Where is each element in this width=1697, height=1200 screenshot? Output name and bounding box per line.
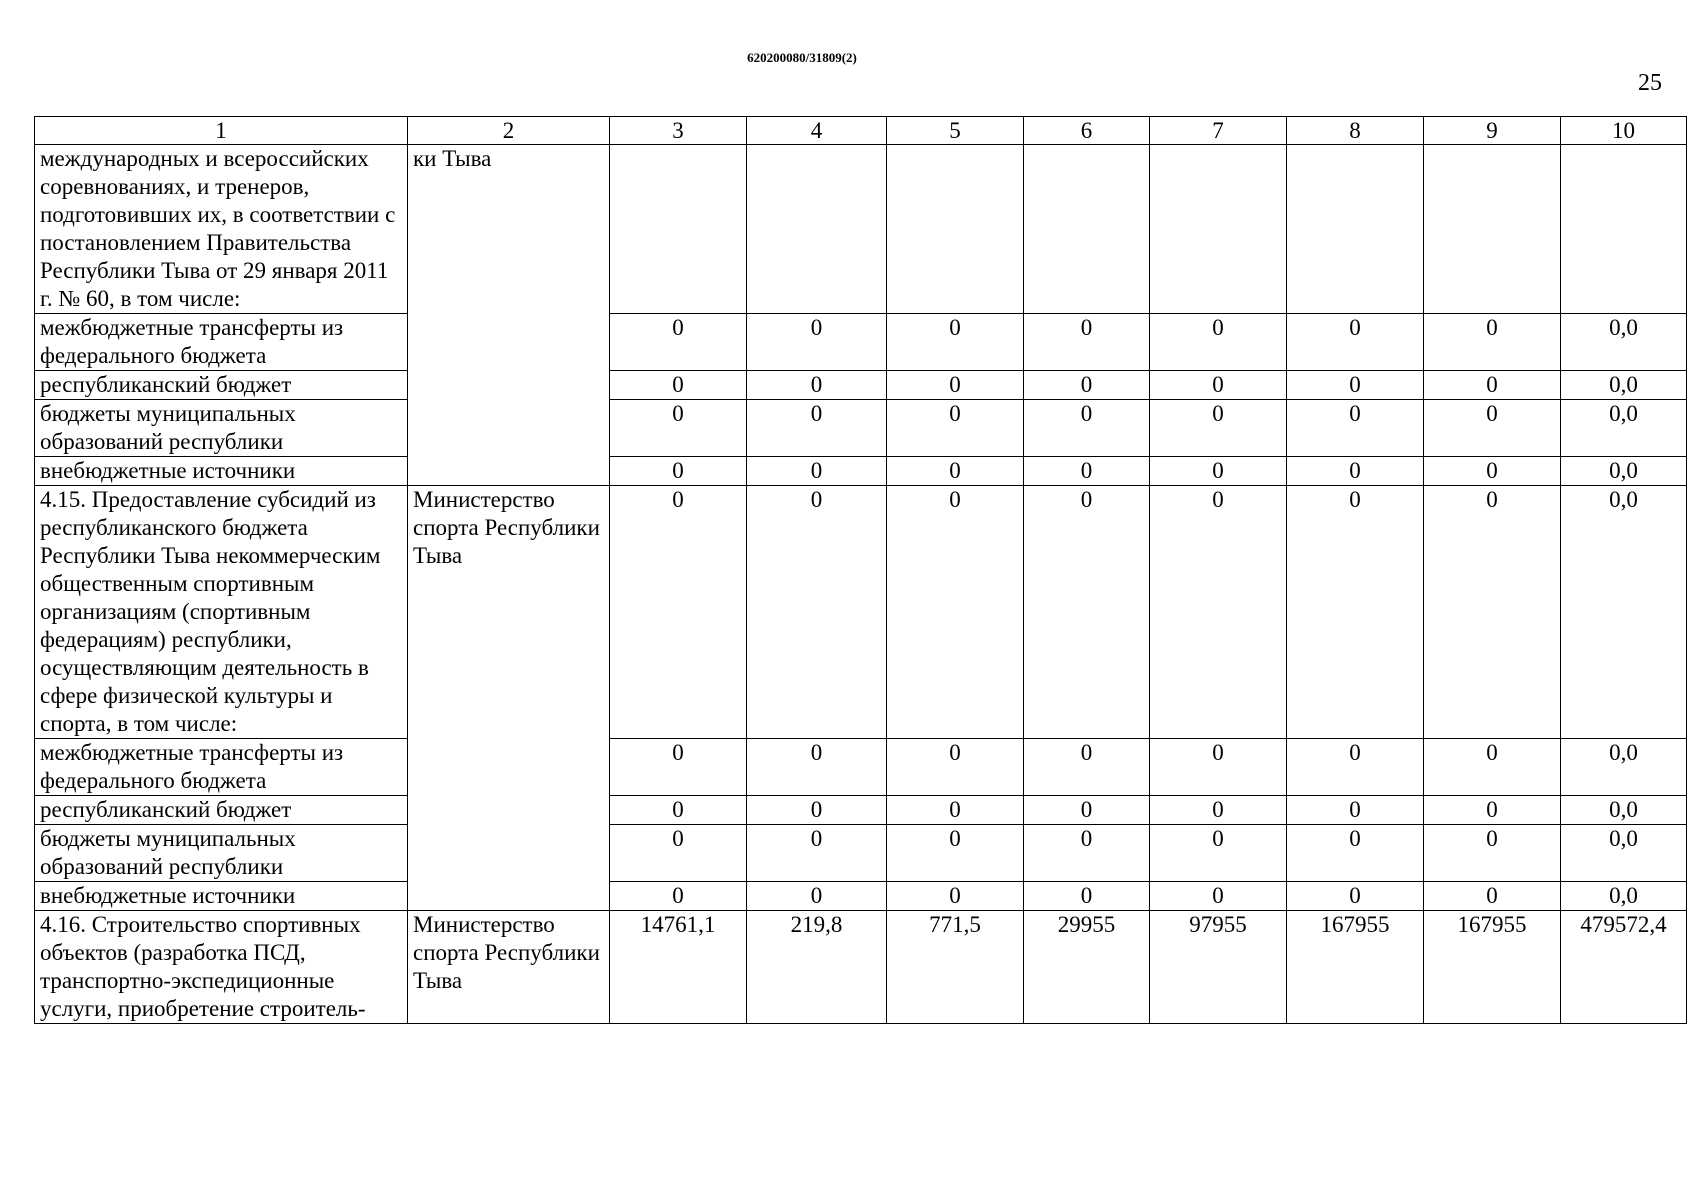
value-cell	[1561, 145, 1687, 314]
column-header: 6	[1024, 117, 1150, 145]
column-header: 9	[1424, 117, 1561, 145]
value-cell: 0	[1424, 371, 1561, 400]
value-cell: 0,0	[1561, 400, 1687, 457]
table-row	[35, 400, 1687, 457]
value-cell: 0	[747, 371, 887, 400]
row-description: международных и всероссийских соревнованиях, и тренеров, подготовивших их, в соответствии с постановлением Правительства Республики Тыва от 29 января 2011 г. № 60, в том числе:	[35, 145, 408, 314]
value-cell	[1424, 145, 1561, 314]
table-row	[35, 486, 1687, 739]
value-cell: 0	[1150, 796, 1287, 825]
value-cell: 0	[747, 825, 887, 882]
row-description: межбюджетные трансферты из федерального бюджета	[35, 739, 408, 796]
row-description: внебюджетные источники	[35, 457, 408, 486]
value-cell: 0	[1424, 796, 1561, 825]
value-cell: 0	[1287, 882, 1424, 911]
value-cell: 0	[1424, 457, 1561, 486]
value-cell: 0	[610, 739, 747, 796]
value-cell: 0	[1287, 825, 1424, 882]
value-cell	[610, 145, 747, 314]
value-cell: 0	[747, 739, 887, 796]
table-row	[35, 825, 1687, 882]
table-row	[35, 911, 1687, 1024]
value-cell: 0	[1024, 400, 1150, 457]
value-cell: 0,0	[1561, 825, 1687, 882]
value-cell: 0	[1150, 825, 1287, 882]
page-number: 25	[1638, 70, 1662, 96]
value-cell: 0	[747, 314, 887, 371]
value-cell: 0	[1424, 486, 1561, 739]
value-cell: 0	[1024, 457, 1150, 486]
row-description: бюджеты муниципальных образований республики	[35, 825, 408, 882]
budget-table	[34, 116, 1687, 1024]
value-cell: 0	[610, 486, 747, 739]
value-cell: 0	[1424, 882, 1561, 911]
value-cell: 0	[1024, 825, 1150, 882]
value-cell: 0	[887, 486, 1024, 739]
row-description: бюджеты муниципальных образований республики	[35, 400, 408, 457]
value-cell: 0,0	[1561, 486, 1687, 739]
value-cell: 0,0	[1561, 457, 1687, 486]
value-cell: 0	[610, 371, 747, 400]
table-row	[35, 145, 1687, 314]
value-cell: 0	[1024, 882, 1150, 911]
document-code: 620200080/31809(2)	[747, 50, 857, 65]
value-cell: 0	[1150, 882, 1287, 911]
value-cell: 0	[887, 314, 1024, 371]
value-cell: 0	[1287, 314, 1424, 371]
value-cell: 0,0	[1561, 739, 1687, 796]
value-cell: 0	[1024, 796, 1150, 825]
value-cell: 0	[747, 486, 887, 739]
value-cell: 0	[887, 457, 1024, 486]
value-cell: 0	[747, 796, 887, 825]
value-cell: 0	[1287, 486, 1424, 739]
value-cell: 0	[1024, 486, 1150, 739]
row-description: 4.16. Строительство спортивных объектов (разработка ПСД, транспортно-экспедиционные услуги, приобретение строитель-	[35, 911, 408, 1024]
row-description: межбюджетные трансферты из федерального бюджета	[35, 314, 408, 371]
table-row	[35, 739, 1687, 796]
value-cell: 219,8	[747, 911, 887, 1024]
value-cell: 0	[887, 739, 1024, 796]
row-description: республиканский бюджет	[35, 371, 408, 400]
executor-cell: Министерство спорта Республики Тыва	[408, 911, 610, 1024]
value-cell: 0	[1150, 371, 1287, 400]
value-cell: 0	[1424, 825, 1561, 882]
value-cell: 0	[1024, 739, 1150, 796]
value-cell: 0	[1024, 314, 1150, 371]
row-description: 4.15. Предоставление субсидий из республиканского бюджета Республики Тыва некоммерческим общественным спортивным организациям (спортивным федерациям) республики, осуществляющим деятельность в сфере физической культуры и спорта, в том числе:	[35, 486, 408, 739]
column-header: 10	[1561, 117, 1687, 145]
value-cell: 0	[1424, 739, 1561, 796]
executor-cell: Министерство спорта Республики Тыва	[408, 486, 610, 911]
column-header: 3	[610, 117, 747, 145]
column-header: 4	[747, 117, 887, 145]
value-cell: 0	[1424, 400, 1561, 457]
value-cell	[1024, 145, 1150, 314]
value-cell: 0	[747, 457, 887, 486]
table-row	[35, 882, 1687, 911]
row-description: внебюджетные источники	[35, 882, 408, 911]
value-cell: 0	[1287, 457, 1424, 486]
value-cell: 0	[610, 457, 747, 486]
column-header: 8	[1287, 117, 1424, 145]
value-cell: 0,0	[1561, 371, 1687, 400]
value-cell: 0	[887, 400, 1024, 457]
value-cell	[1150, 145, 1287, 314]
value-cell: 0	[1287, 739, 1424, 796]
value-cell: 0	[1024, 371, 1150, 400]
value-cell: 0	[1424, 314, 1561, 371]
value-cell: 771,5	[887, 911, 1024, 1024]
value-cell: 167955	[1424, 911, 1561, 1024]
value-cell: 0	[610, 400, 747, 457]
value-cell: 0	[887, 882, 1024, 911]
table-row	[35, 796, 1687, 825]
executor-cell: ки Тыва	[408, 145, 610, 486]
value-cell: 0	[887, 371, 1024, 400]
column-header: 2	[408, 117, 610, 145]
value-cell: 0	[1287, 796, 1424, 825]
value-cell: 0	[610, 796, 747, 825]
column-header: 5	[887, 117, 1024, 145]
value-cell: 0	[747, 400, 887, 457]
value-cell	[1287, 145, 1424, 314]
row-description: республиканский бюджет	[35, 796, 408, 825]
value-cell: 0	[887, 825, 1024, 882]
value-cell: 0	[1287, 371, 1424, 400]
value-cell: 97955	[1150, 911, 1287, 1024]
table-row	[35, 371, 1687, 400]
value-cell: 0	[1150, 400, 1287, 457]
value-cell	[747, 145, 887, 314]
value-cell: 0	[747, 882, 887, 911]
value-cell: 0	[1287, 400, 1424, 457]
value-cell: 29955	[1024, 911, 1150, 1024]
value-cell: 0	[887, 796, 1024, 825]
value-cell: 0	[1150, 457, 1287, 486]
header-row	[35, 117, 1687, 145]
value-cell: 167955	[1287, 911, 1424, 1024]
value-cell: 0	[610, 825, 747, 882]
value-cell: 479572,4	[1561, 911, 1687, 1024]
table-row	[35, 457, 1687, 486]
value-cell: 0	[610, 314, 747, 371]
value-cell	[887, 145, 1024, 314]
value-cell: 0,0	[1561, 314, 1687, 371]
table-row	[35, 314, 1687, 371]
value-cell: 0	[1150, 314, 1287, 371]
value-cell: 0,0	[1561, 796, 1687, 825]
column-header: 7	[1150, 117, 1287, 145]
value-cell: 0	[610, 882, 747, 911]
value-cell: 14761,1	[610, 911, 747, 1024]
value-cell: 0	[1150, 486, 1287, 739]
value-cell: 0,0	[1561, 882, 1687, 911]
column-header: 1	[35, 117, 408, 145]
value-cell: 0	[1150, 739, 1287, 796]
